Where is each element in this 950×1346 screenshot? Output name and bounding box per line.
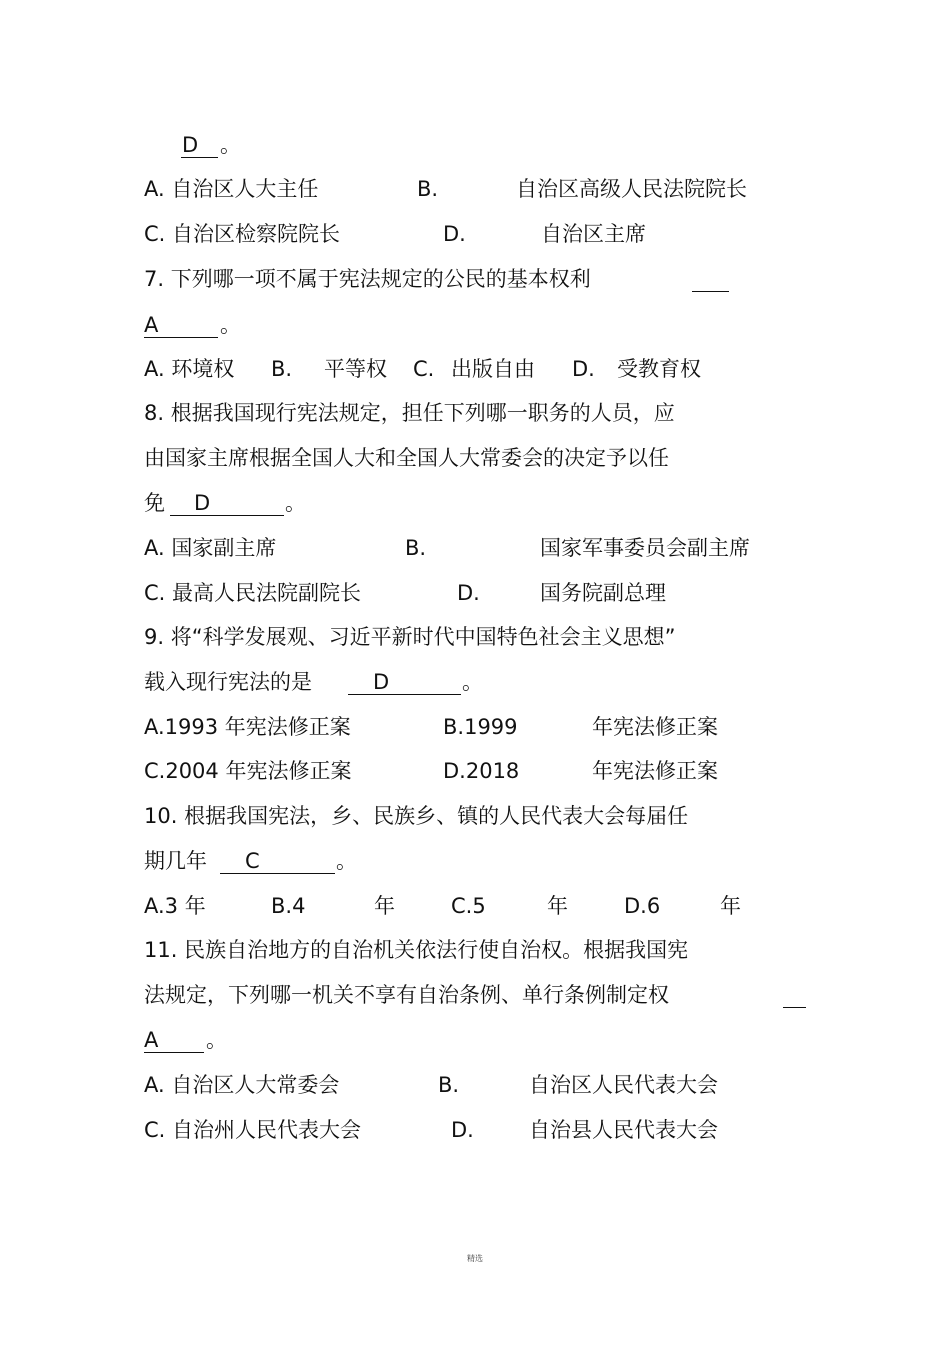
option-d-text: 国务院副总理 bbox=[540, 581, 666, 605]
option-d-text: 自治县人民代表大会 bbox=[529, 1118, 718, 1142]
question-text: 期几年 bbox=[144, 849, 207, 873]
question-text: 法规定，下列哪一机关不享有自治条例、单行条例制定权 bbox=[144, 983, 669, 1007]
answer-blank bbox=[170, 488, 284, 516]
option-d-letter: D. bbox=[451, 1118, 474, 1142]
option-b-unit: 年 bbox=[374, 894, 395, 918]
period: 。 bbox=[336, 849, 357, 873]
option-b-letter: B.1999 bbox=[443, 715, 518, 739]
option-b: B.4 bbox=[271, 894, 306, 918]
option-c: C. 自治区检察院院长 bbox=[144, 222, 341, 246]
option-a: A. 自治区人大主任 bbox=[144, 177, 319, 201]
answer-text: A bbox=[144, 313, 159, 337]
option-b-text: 国家军事委员会副主席 bbox=[540, 536, 750, 560]
option-c-letter: C. bbox=[413, 357, 435, 381]
option-c-text: 出版自由 bbox=[451, 357, 535, 381]
question-text: 11. 民族自治地方的自治机关依法行使自治权。根据我国宪 bbox=[144, 938, 689, 962]
answer-blank bbox=[181, 130, 218, 158]
option-d-unit: 年 bbox=[720, 894, 741, 918]
option-b-letter: B. bbox=[417, 177, 439, 201]
question-text: 由国家主席根据全国人大和全国人大常委会的决定予以任 bbox=[144, 446, 669, 470]
option-c: C.5 bbox=[451, 894, 486, 918]
option-b-letter: B. bbox=[405, 536, 427, 560]
answer-text: C bbox=[245, 849, 260, 873]
answer-text: D bbox=[373, 670, 390, 694]
option-b-text: 自治区高级人民法院院长 bbox=[516, 177, 747, 201]
option-c: C. 最高人民法院副院长 bbox=[144, 581, 362, 605]
option-d-letter: D.2018 bbox=[443, 759, 520, 783]
option-b-text: 年宪法修正案 bbox=[592, 715, 718, 739]
period: 。 bbox=[462, 670, 483, 694]
answer-text: A bbox=[144, 1028, 159, 1052]
option-d: D.6 bbox=[624, 894, 661, 918]
period: 。 bbox=[206, 1028, 227, 1052]
option-d-letter: D. bbox=[443, 222, 466, 246]
option-c-unit: 年 bbox=[547, 894, 568, 918]
option-a: A. 环境权 bbox=[144, 357, 235, 381]
option-d-letter: D. bbox=[457, 581, 480, 605]
answer-text: D bbox=[182, 133, 199, 157]
question-text: 8. 根据我国现行宪法规定，担任下列哪一职务的人员，应 bbox=[144, 401, 675, 425]
answer-blank bbox=[220, 846, 335, 874]
option-c: C. 自治州人民代表大会 bbox=[144, 1118, 362, 1142]
question-text: 7. 下列哪一项不属于宪法规定的公民的基本权利 bbox=[144, 267, 591, 291]
option-d-text: 年宪法修正案 bbox=[592, 759, 718, 783]
option-b-letter: B. bbox=[438, 1073, 460, 1097]
option-b-text: 自治区人民代表大会 bbox=[529, 1073, 718, 1097]
option-c: C.2004 年宪法修正案 bbox=[144, 759, 352, 783]
option-a: A. 自治区人大常委会 bbox=[144, 1073, 340, 1097]
question-text: 9. 将“科学发展观、习近平新时代中国特色社会主义思想” bbox=[144, 625, 676, 649]
option-a: A.1993 年宪法修正案 bbox=[144, 715, 351, 739]
option-b-letter: B. bbox=[271, 357, 293, 381]
option-d-text: 自治区主席 bbox=[541, 222, 646, 246]
page-footer: 精选 bbox=[467, 1254, 483, 1263]
answer-text: D bbox=[194, 491, 211, 515]
option-d-letter: D. bbox=[572, 357, 595, 381]
answer-blank-start bbox=[783, 980, 806, 1008]
period: 。 bbox=[220, 133, 241, 157]
option-a: A.3 年 bbox=[144, 894, 206, 918]
answer-blank-start bbox=[692, 264, 729, 292]
period: 。 bbox=[220, 313, 241, 337]
answer-blank bbox=[144, 310, 218, 338]
question-text: 10. 根据我国宪法，乡、民族乡、镇的人民代表大会每届任 bbox=[144, 804, 689, 828]
option-d-text: 受教育权 bbox=[617, 357, 701, 381]
question-text: 载入现行宪法的是 bbox=[144, 670, 312, 694]
period: 。 bbox=[285, 491, 306, 515]
answer-blank bbox=[144, 1025, 204, 1053]
option-a: A. 国家副主席 bbox=[144, 536, 277, 560]
option-b-text: 平等权 bbox=[324, 357, 387, 381]
question-text: 免 bbox=[144, 491, 165, 515]
answer-blank bbox=[348, 667, 461, 695]
